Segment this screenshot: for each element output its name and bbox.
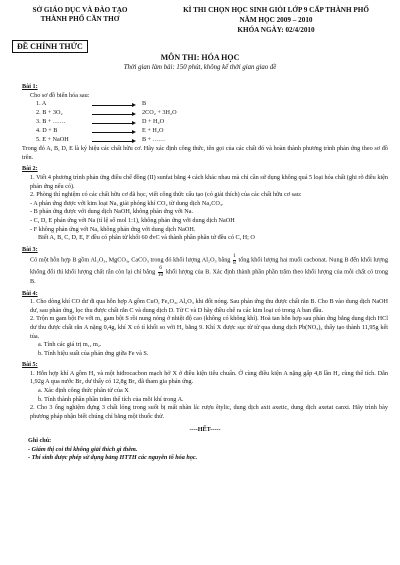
bai3-text-part: khối lượng của B. Xác định thành phần phần trăm theo khối lượng của mỗi chất có trong B. xyxy=(30,268,389,285)
arrow-icon xyxy=(92,120,136,126)
equation-left: 2. B + 3O₂ xyxy=(36,109,63,117)
equation-row xyxy=(22,136,388,145)
fraction-numerator: 1 xyxy=(233,253,236,260)
end-marker: ----HẾT----- xyxy=(189,426,221,434)
bai5-heading: Bài 5: xyxy=(22,361,38,369)
bai2-part2: 2. Phòng thí nghiệm có các chất hữu cơ đã học, viết công thức cấu tạo (có giải thích) của các chất hữu cơ sau: xyxy=(30,191,302,199)
notes-heading: Ghi chú: xyxy=(28,437,52,445)
equation-row xyxy=(22,118,388,127)
bai3-heading: Bài 3: xyxy=(22,245,38,253)
bai1-heading: Bài 1: xyxy=(22,83,38,90)
bai2-heading: Bài 2: xyxy=(22,165,38,173)
exam-date: KHÓA NGÀY: 02/4/2010 xyxy=(237,26,315,34)
equation-right: E + H₂O xyxy=(142,127,164,135)
official-label: ĐỀ CHÍNH THỨC xyxy=(12,40,88,53)
exam-body xyxy=(22,80,388,463)
fraction-denominator: 10 xyxy=(157,271,164,278)
note-line: - Giám thị coi thi không giải thích gì thêm. xyxy=(28,445,138,453)
equation-row xyxy=(22,109,388,118)
bai2-part1: 1. Viết 4 phương trình phản ứng điều chế đồng (II) sunfat bằng 4 cách khác nhau mà chỉ cần sử dụng không quá 5 loại hóa chất (ghi rõ điều kiện phản ứng nếu có). xyxy=(30,173,388,190)
fraction xyxy=(158,266,163,278)
bai3-text xyxy=(22,254,388,286)
bai4-part1: 1. Cho dòng khí CO dư đi qua hỗn hợp A gồm CuO, Fe₂O₃, Al₂O₃ khi đốt nóng. Sau phản ứng thu được chất rắn B. Cho B vào dung dịch NaOH dư, sau phản ứng, lọc thu được chất rắn C và dung dịch D. Từ C và D hãy điều chế ra các kim loại có trong A ban đầu. xyxy=(30,298,388,314)
bai4-heading: Bài 4: xyxy=(22,289,38,297)
bai5-part1: 1. Hỗn hợp khí A gồm H₂ và một hiđrocacbon mạch hở X ở điều kiện tiêu chuẩn. Ở cùng điều kiện A nặng gấp 4,8 lần H₂ cùng thể tích. Dẫn 1,92g A qua nước Br₂ dư thấy có 12,8g Br₂ đã tham gia phản ứng. xyxy=(30,369,388,386)
fraction-numerator: 6 xyxy=(159,265,162,272)
arrow-icon xyxy=(92,138,136,144)
bai3-text-part: Có một hỗn hợp B gồm Al₂O₃, MgCO₃, CaCO₃ trong đó khối lượng Al₂O₃ bằng xyxy=(30,256,231,264)
school-year: NĂM HỌC 2009 – 2010 xyxy=(239,16,313,24)
bai2-item: - B phản ứng được với dung dịch NaOH, không phản ứng với Na. xyxy=(30,208,194,216)
exam-name: KÌ THI CHỌN HỌC SINH GIỎI LỚP 9 CẤP THÀNH PHỐ xyxy=(183,6,369,14)
equation-left: 3. B + …… xyxy=(36,118,66,126)
city-name: THÀNH PHỐ CẦN THƠ xyxy=(40,15,120,23)
equation-right: B + …… xyxy=(142,136,166,144)
fraction xyxy=(233,254,236,266)
bai5-part2: 2. Cho 3 ống nghiệm đựng 3 chất lỏng trong suốt bị mất nhãn là: rượu êtylic, dung dịch axit axetic, dung dịch axetat canxi. Hãy trình bày phương pháp nhận biết chúng chỉ bằng một thuốc thử. xyxy=(30,404,388,420)
bai2-item: - A phản ứng được với kim loại Na, giải phóng khí CO₂ từ dung dịch Na₂CO₃. xyxy=(30,199,224,207)
equation-left: 1. A xyxy=(36,100,47,108)
equation-row xyxy=(22,100,388,109)
bai4-question-a: a. Tính các giá trị m₁, m₂. xyxy=(38,341,102,349)
department-name: SỞ GIÁO DỤC VÀ ĐÀO TẠO xyxy=(32,6,128,14)
arrow-icon xyxy=(92,129,136,135)
bai3-text-part: tổng khối lượng hai muối cacbonat. Nung B đến khối lượng không đổi thì khối lượng chất rắn còn lại chỉ bằng xyxy=(30,256,388,276)
equation-right: B xyxy=(142,100,147,108)
equation-left: 5. E + NaOH xyxy=(36,136,69,144)
bai2-item: - F không phản ứng với Na, không phản ứng với dung dịch NaOH. xyxy=(30,225,196,233)
equation-right: D + H₂O xyxy=(142,118,165,126)
equation-left: 4. D + B xyxy=(36,127,58,135)
subject-title: MÔN THI: HÓA HỌC xyxy=(160,53,240,62)
equation-right: 2CO₂ + 3H₂O xyxy=(142,109,177,117)
note-line: - Thí sinh được phép sử dụng bảng HTTH các nguyên tố hóa học. xyxy=(28,454,198,462)
bai1-note: Trong đó A, B, D, E là ký hiệu các chất hữu cơ. Hãy xác định công thức, tên gọi của các chất đó và hoàn thành phương trình phản ứng theo sơ đồ trên. xyxy=(22,145,388,161)
bai2-last: Biết A, B, C, D, E, F đều có phân tử khối 60 đvC và thành phần phân tử đều có C, H; O xyxy=(38,234,255,242)
bai2-item: - C, D, E phản ứng với Na (tỉ lệ số mol 1:1), không phản ứng với dung dịch NaOH xyxy=(30,216,235,224)
equation-row xyxy=(22,127,388,136)
bai5-question-a: a. Xác định công thức phân tử của X xyxy=(38,387,129,395)
time-allowed: Thời gian làm bài: 150 phút, không kể thời gian giao đề xyxy=(123,64,277,71)
bai4-question-b: b. Tính hiệu suất của phản ứng giữa Fe và S. xyxy=(38,349,149,357)
bai5-question-b: b. Tính thành phần phần trăm thể tích của mỗi khí trong A. xyxy=(38,395,184,403)
bai4-part2: 2. Trộn m gam bột Fe với m₁ gam bột S rồi nung nóng ở nhiệt độ cao (không có không khí). Hoà tan hỗn hợp sau phản ứng bằng dung dịch HCl dư thu được chất rắn A nặng 0,4g, khí X có tỉ khối so với H₂ bằng 9. Khí X được sục từ từ qua dung dịch Pb(NO₃)₂ thấy tạo thành 11,95g kết tủa. xyxy=(30,315,388,340)
fraction-denominator: 8 xyxy=(233,259,236,266)
arrow-icon xyxy=(92,102,136,108)
bai1-intro: Cho sơ đồ biến hóa sau: xyxy=(30,91,90,99)
arrow-icon xyxy=(92,111,136,117)
